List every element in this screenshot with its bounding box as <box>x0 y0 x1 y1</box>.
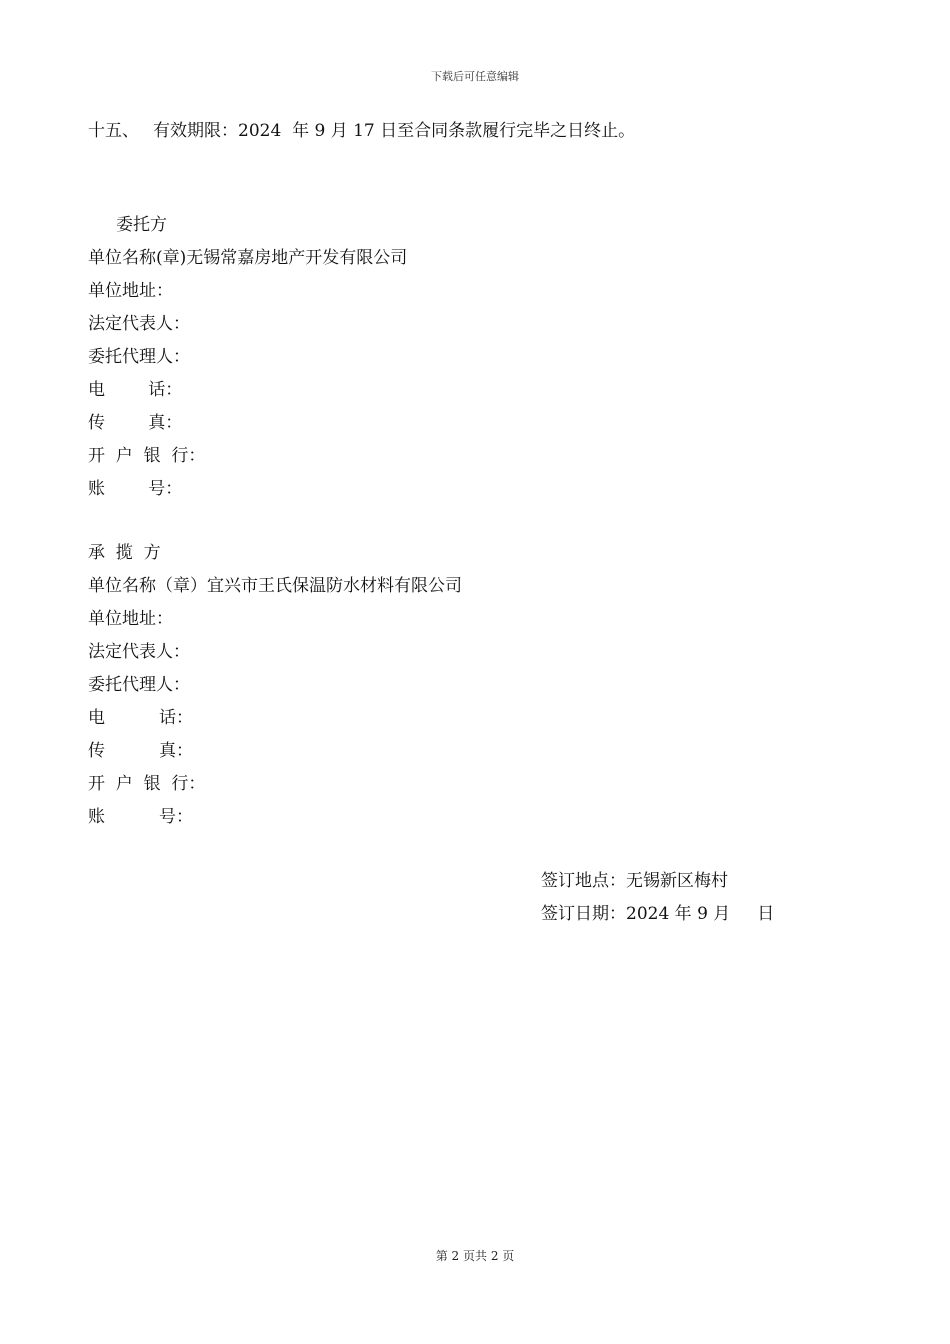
clause-number: 十五、 <box>88 121 139 141</box>
party-a-fax: 传 真： <box>88 413 183 433</box>
party-b-role: 承 揽 方 <box>88 543 161 563</box>
party-a-agent: 委托代理人： <box>88 347 190 367</box>
party-a-company-name: 单位名称(章)无锡常嘉房地产开发有限公司 <box>88 248 408 268</box>
clause-fifteen <box>88 116 635 141</box>
party-a-bank: 开 户 银 行： <box>88 446 206 466</box>
party-b-address: 单位地址： <box>88 609 173 629</box>
header-note: 下载后可任意编辑 <box>431 70 519 83</box>
party-b-phone: 电 话： <box>88 708 194 728</box>
clause-text: 有效期限：2024 年 9 月 17 日至合同条款履行完毕之日终止。 <box>153 121 636 141</box>
party-a-address: 单位地址： <box>88 281 173 301</box>
party-b-legal-rep: 法定代表人： <box>88 642 190 662</box>
party-a-legal-rep: 法定代表人： <box>88 314 190 334</box>
signing-date: 签订日期：2024 年 9 月 日 <box>541 904 775 924</box>
party-b-block <box>88 537 462 834</box>
page-footer: 第 2 页共 2 页 <box>435 1249 515 1263</box>
party-b-agent: 委托代理人： <box>88 675 190 695</box>
party-a-phone: 电 话： <box>88 380 183 400</box>
party-b-account: 账 号： <box>88 807 194 827</box>
party-a-account: 账 号： <box>88 479 183 499</box>
party-a-role: 委托方 <box>116 215 167 235</box>
signing-place: 签订地点：无锡新区梅村 <box>541 871 728 891</box>
party-b-bank: 开 户 银 行： <box>88 774 206 794</box>
party-b-company-name: 单位名称（章）宜兴市王氏保温防水材料有限公司 <box>88 576 462 596</box>
party-a-block <box>88 209 407 506</box>
signing-block <box>541 865 774 931</box>
party-b-fax: 传 真： <box>88 741 194 761</box>
